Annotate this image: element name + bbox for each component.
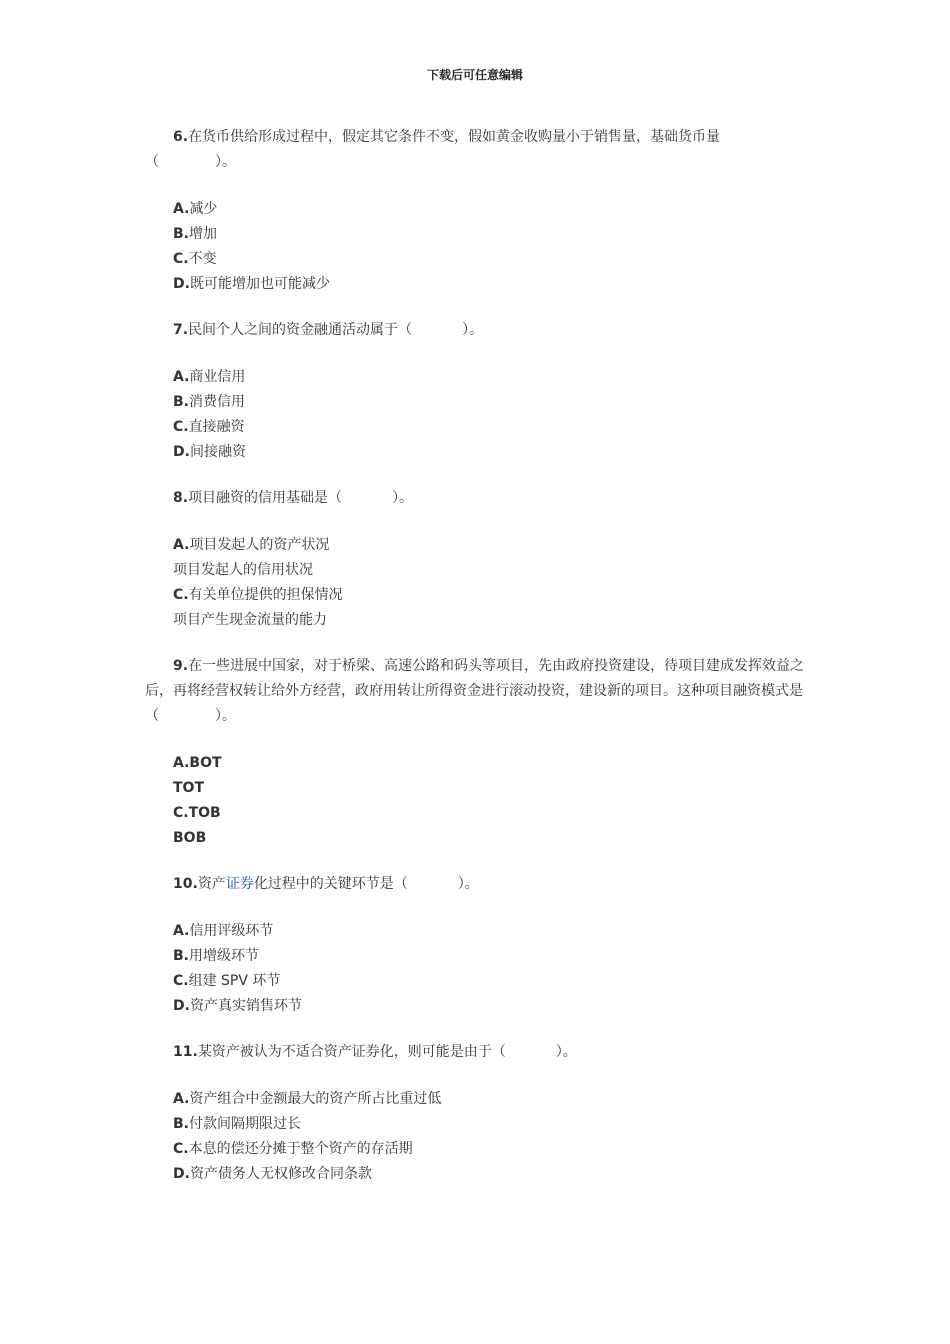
question-text (145, 125, 810, 175)
option-a (173, 365, 810, 390)
options-list (173, 751, 810, 851)
option-b (173, 390, 810, 415)
question-number: 6. (173, 129, 189, 145)
option-d (173, 994, 810, 1019)
page-header: 下载后可任意编辑 (426, 68, 523, 82)
question-body-end: ）。 (462, 322, 484, 338)
option-c (173, 1137, 810, 1162)
question-number: 10. (173, 876, 198, 892)
option-b (173, 222, 810, 247)
option-letter: B. (173, 1116, 189, 1132)
option-text: 资产真实销售环节 (189, 998, 302, 1014)
option-d (173, 1162, 810, 1187)
option-b: TOT (173, 780, 205, 796)
question-6 (145, 125, 810, 297)
option-text: 用增级环节 (189, 948, 259, 964)
options-list (173, 533, 810, 633)
option-text: 项目发起人的信用状况 (173, 562, 313, 578)
question-body-mid: 化过程中的关键环节是（ (253, 876, 408, 892)
option-letter: C. (173, 1141, 189, 1157)
option-b (173, 1112, 810, 1137)
question-number: 7. (173, 322, 189, 338)
question-body: 某资产被认为不适合资产证券化，则可能是由于（ (197, 1044, 506, 1060)
options-list (173, 197, 810, 297)
option-b (173, 558, 810, 583)
question-text (145, 1040, 810, 1065)
question-number: 11. (173, 1044, 198, 1060)
option-text: 有关单位提供的担保情况 (188, 587, 343, 603)
option-text: 消费信用 (189, 394, 245, 410)
question-body-end: ）。 (555, 1044, 577, 1060)
option-letter: D. (173, 444, 190, 460)
option-text: 本息的偿还分摊于整个资产的存活期 (188, 1141, 413, 1157)
option-c: C.TOB (173, 805, 221, 821)
option-text: 信用评级环节 (189, 923, 274, 939)
question-9 (145, 654, 810, 851)
option-text: 增加 (189, 226, 217, 242)
option-text: 间接融资 (189, 444, 246, 460)
option-c (173, 415, 810, 440)
question-text (145, 318, 810, 343)
question-text (145, 486, 810, 511)
option-letter: C. (173, 419, 189, 435)
option-c (173, 969, 810, 994)
option-d (173, 440, 810, 465)
option-letter: B. (173, 948, 189, 964)
option-d (173, 608, 810, 633)
option-text: 付款间隔期限过长 (189, 1116, 301, 1132)
option-letter: B. (173, 226, 189, 242)
question-list (145, 125, 810, 1208)
option-letter: A. (173, 923, 190, 939)
option-letter: A. (173, 201, 190, 217)
question-text (145, 654, 810, 729)
options-list (173, 919, 810, 1019)
question-text (145, 872, 810, 897)
option-letter: D. (173, 276, 190, 292)
options-list (173, 1087, 810, 1187)
option-a (173, 197, 810, 222)
option-letter: A. (173, 537, 190, 553)
question-body-end: ）。 (457, 876, 479, 892)
option-b (173, 944, 810, 969)
option-c (173, 583, 810, 608)
question-body: 项目融资的信用基础是（ (188, 490, 343, 506)
option-a (173, 919, 810, 944)
question-7 (145, 318, 810, 465)
option-letter: B. (173, 394, 189, 410)
option-text: 减少 (189, 201, 218, 217)
question-body: 在一些进展中国家，对于桥梁、高速公路和码头等项目，先由政府投资建设，待项目建成发挥效益之后，再将经营权转让给外方经营，政府用转让所得资金进行滚动投资，建设新的项目。这种项目融资模式是（ ）。 (145, 658, 805, 724)
option-letter: A. (173, 369, 190, 385)
option-letter: D. (173, 998, 190, 1014)
option-text: 组建 SPV 环节 (188, 973, 281, 989)
question-body: 资产 (197, 876, 226, 892)
option-text: 商业信用 (189, 369, 246, 385)
option-text: 既可能增加也可能减少 (189, 276, 330, 292)
option-a (173, 1087, 810, 1112)
question-number: 8. (173, 490, 189, 506)
option-text: 项目发起人的资产状况 (189, 537, 330, 553)
option-letter: A. (173, 1091, 190, 1107)
question-body: 民间个人之间的资金融通活动属于（ (188, 322, 413, 338)
option-text: 直接融资 (188, 419, 245, 435)
option-a: A.BOT (173, 755, 222, 771)
option-a (173, 533, 810, 558)
option-c (173, 247, 810, 272)
option-letter: C. (173, 973, 189, 989)
question-number: 9. (173, 658, 189, 674)
option-letter: C. (173, 587, 189, 603)
question-8 (145, 486, 810, 633)
question-10 (145, 872, 810, 1019)
option-d (173, 272, 810, 297)
option-text: 不变 (188, 251, 217, 267)
option-text: 资产组合中金额最大的资产所占比重过低 (189, 1091, 442, 1107)
option-letter: C. (173, 251, 189, 267)
option-letter: D. (173, 1166, 190, 1182)
option-d: BOB (173, 830, 207, 846)
securities-link[interactable]: 证券 (225, 876, 254, 892)
option-text: 项目产生现金流量的能力 (173, 612, 327, 628)
options-list (173, 365, 810, 465)
question-11 (145, 1040, 810, 1187)
option-text: 资产债务人无权修改合同条款 (189, 1166, 372, 1182)
question-body-end: ）。 (392, 490, 414, 506)
question-body: 在货币供给形成过程中，假定其它条件不变，假如黄金收购量小于销售量，基础货币量（ ）。 (145, 129, 721, 170)
